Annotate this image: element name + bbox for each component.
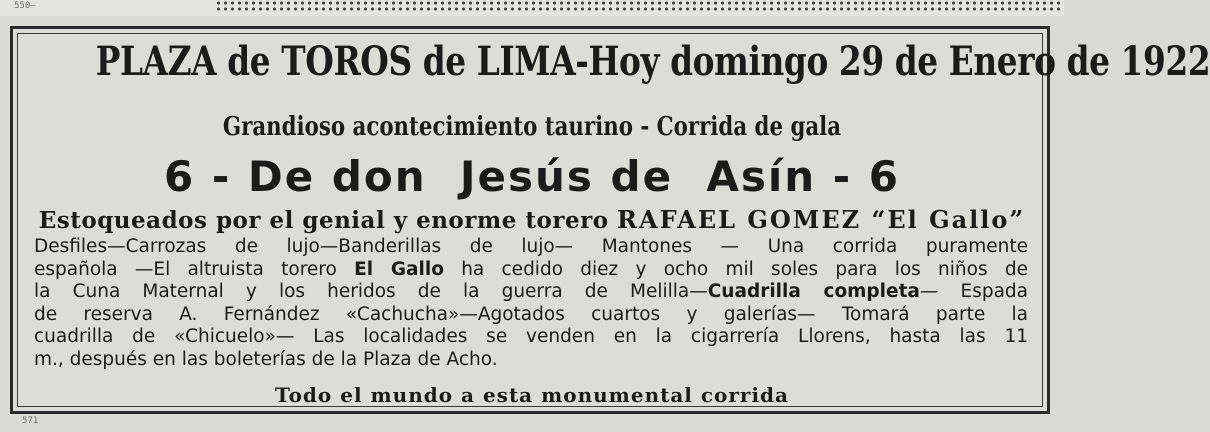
ad-subheadline: Grandioso acontecimiento taurino - Corrida de gala [222,112,842,142]
matador-line [0,205,1064,234]
body-line: la Cuna Maternal y los heridos de la guerra de Melilla—Cuadrilla completa— Espada [34,281,1028,302]
body-line: m., después en las boleterías de la Plaza de Acho. [34,348,498,370]
page-number-bottom: 571 [22,416,39,426]
cuadrilla-completa: Cuadrilla completa [707,281,920,302]
page-top-strip [0,0,1064,16]
body-line: Desfiles—Carrozas de lujo—Banderillas de lujo— Mantones — Una corrida puramente [34,236,1028,257]
page-number-top: 550— [14,1,36,11]
decorative-border-pattern [215,0,1064,12]
torero-name: RAFAEL GOMEZ “El Gallo” [617,205,1026,234]
ad-headline: PLAZA de TOROS de LIMA-Hoy domingo 29 de Enero de 1922 [95,38,1210,85]
closing-line: Todo el mundo a esta monumental corrida [275,383,789,407]
matador-line-prefix: Estoqueados por el genial y enorme torero [38,207,618,234]
ad-body-text [34,236,1028,371]
bulls-announcement: 6 - De don Jesús de Asín - 6 [163,152,901,201]
body-line: de reserva A. Fernández «Cachucha»—Agotados cuartos y galerías— Tomará parte la [34,303,1028,325]
body-line: española —El altruista torero El Gallo ha cedido diez y ocho mil soles para los niños de [34,258,1028,280]
body-line: cuadrilla de «Chicuelo»— Las localidades se venden en la cigarrería Llorens, hasta las 11 [34,326,1028,347]
torero-nickname: El Gallo [354,258,444,280]
